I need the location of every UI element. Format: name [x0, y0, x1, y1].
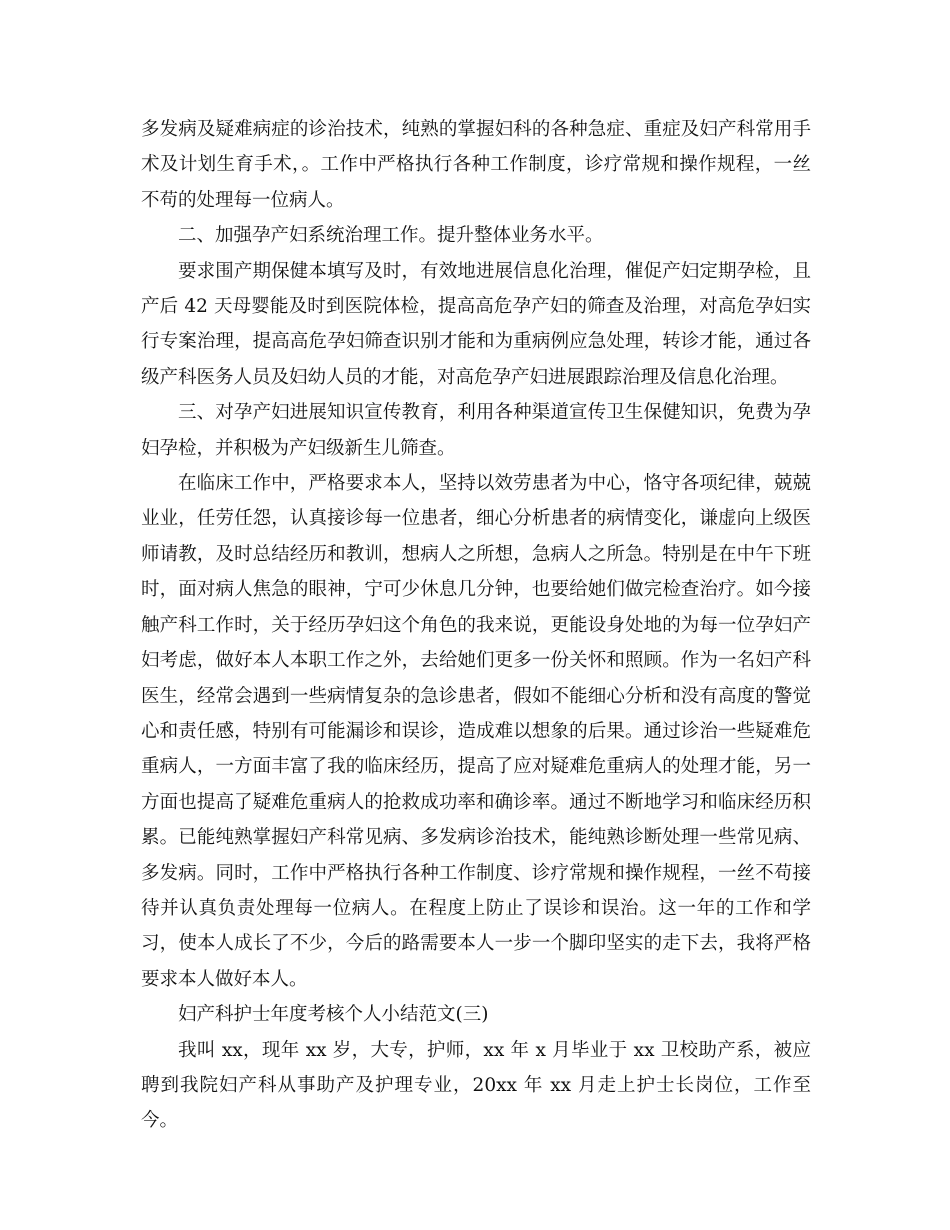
paragraph-clinical-work: 在临床工作中，严格要求本人，坚持以效劳患者为中心，恪守各项纪律，兢兢业业，任劳任怨，认真接诊每一位患者，细心分析患者的病情变化，谦虚向上级医师请教，及时总结经历和教训，想病人之所想，急病人之所急。特别是在中午下班时，面对病人焦急的眼神，宁可少休息几分钟，也要给她们做完检查治疗。如今接触产科工作时，关于经历孕妇这个角色的我来说，更能设身处地的为每一位孕妇产妇考虑，做好本人本职工作之外，去给她们更多一份关怀和照顾。作为一名妇产科医生，经常会遇到一些病情复杂的急诊患者，假如不能细心分析和没有高度的警觉心和责任感，特别有可能漏诊和误诊，造成难以想象的后果。通过诊治一些疑难危重病人，一方面丰富了我的临床经历，提高了应对疑难危重病人的处理才能，另一方面也提高了疑难危重病人的抢救成功率和确诊率。通过不断地学习和临床经历积累。已能纯熟掌握妇产科常见病、多发病诊治技术，能纯熟诊断处理一些常见病、多发病。同时，工作中严格执行各种工作制度、诊疗常规和操作规程，一丝不苟接待并认真负责处理每一位病人。在程度上防止了误诊和误治。这一年的工作和学习，使本人成长了不少，今后的路需要本人一步一个脚印坚实的走下去，我将严格要求本人做好本人。 [141, 473, 811, 990]
section-heading-two: 二、加强孕产妇系统治理工作。提升整体业务水平。 [178, 225, 604, 247]
article-title-three: 妇产科护士年度考核个人小结范文(三) [178, 1004, 489, 1026]
paragraph-prenatal-care: 要求围产期保健本填写及时，有效地进展信息化治理，催促产妇定期孕检，且产后 42 天母婴能及时到医院体检，提高高危孕产妇的筛查及治理，对高危孕妇实行专案治理，提高高危孕妇筛查识别才能和为重病例应急处理，转诊才能，通过各级产科医务人员及妇幼人员的才能，对高危孕产妇进展跟踪治理及信息化治理。 [141, 260, 811, 388]
section-heading-three: 三、对孕产妇进展知识宣传教育，利用各种渠道宣传卫生保健知识，免费为孕妇孕检，并积极为产妇级新生儿筛查。 [141, 402, 811, 459]
document-body [141, 112, 811, 1139]
paragraph-introduction: 我叫 xx，现年 xx 岁，大专，护师，xx 年 x 月毕业于 xx 卫校助产系，被应聘到我院妇产科从事助产及护理专业，20xx 年 xx 月走上护士长岗位，工作至今。 [141, 1039, 811, 1132]
paragraph-continuation: 多发病及疑难病症的诊治技术，纯熟的掌握妇科的各种急症、重症及妇产科常用手术及计划生育手术，。工作中严格执行各种工作制度，诊疗常规和操作规程，一丝不苟的处理每一位病人。 [141, 119, 811, 211]
